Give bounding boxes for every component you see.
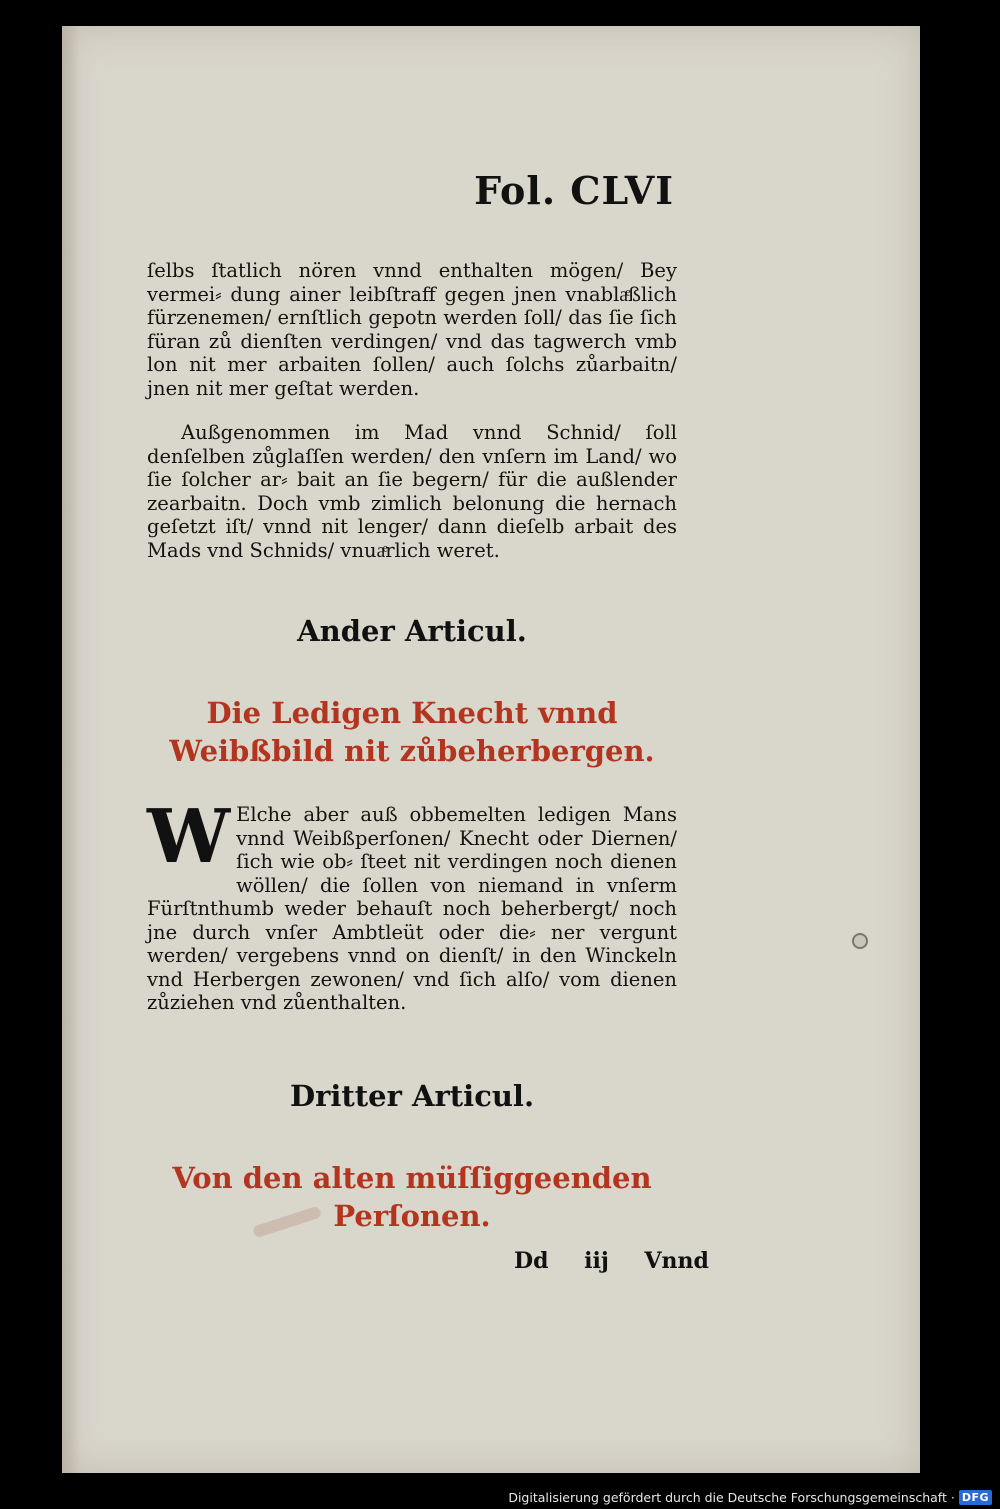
folio-number: Fol. CLVI (474, 168, 674, 213)
drop-initial: W (147, 794, 231, 880)
heading-dritter-articul: Dritter Articul. (289, 1079, 535, 1113)
show-through-ink (232, 1018, 712, 1078)
margin-hole-mark (852, 933, 868, 949)
paragraph-3-body: Elche aber auß obbemelten ledigen Mans vnnd Weibßperſonen/ Knecht oder Diernen/ ſich wie ob⸗ ſteet nit verdingen noch dienen wöllen/ die ſollen von niemand in vnſerm Fürſtnthumb weder behauſt noch beherbergt/ noch jne durch vnſer Ambtleüt oder die⸗ ner vergunt werden/ vergebens vnnd on dienſt/ in den Winckeln vnd Herbergen zewonen/ vnd ſich alſo/ vom dienen zůziehen vnd zůenthalten. (147, 803, 677, 1014)
footer-credit-text: Digitalisierung gefördert durch die Deutsche Forschungsgemeinschaft · (508, 1489, 955, 1505)
catchline-signature: Dd iij Vnnd (514, 1248, 709, 1274)
footer-credit (508, 1485, 992, 1509)
dfg-logo-icon: DFG (959, 1490, 992, 1505)
rubric-alten-personen: Von den alten müſſiggeenden Perſonen. (172, 1161, 652, 1233)
book-page (62, 26, 920, 1473)
paragraph-1: ſelbs ſtatlich nören vnnd enthalten mögen/ Bey vermei⸗ dung ainer leibſtraff gegen jnen vnablaͤßlich fürzenemen/ ernſtlich gepotn werden ſoll/ das ſie ſich füran zů dienſten verdingen/ vnd das tagwerch vmb lon nit mer arbaiten ſollen/ auch ſolchs zůarbaitn/ jnen nit mer geſtat werden. (147, 259, 677, 400)
rubric-ledigen-knecht: Die Ledigen Knecht vnnd Weibßbild nit zůbeherbergen. (169, 696, 655, 768)
heading-ander-articul: Ander Articul. (297, 614, 527, 648)
paragraph-2: Außgenommen im Mad vnnd Schnid/ ſoll denſelben zůglaſſen werden/ den vnſern im Land/ wo ſie ſolcher ar⸗ bait an ſie begern/ für die außlender zearbaitn. Doch vmb zimlich belonung die hernach geſetzt iſt/ vnnd nit lenger/ dann dieſelb arbait des Mads vnd Schnids/ vnuaͤrlich weret. (147, 421, 677, 562)
paragraph-3 (147, 794, 677, 1015)
